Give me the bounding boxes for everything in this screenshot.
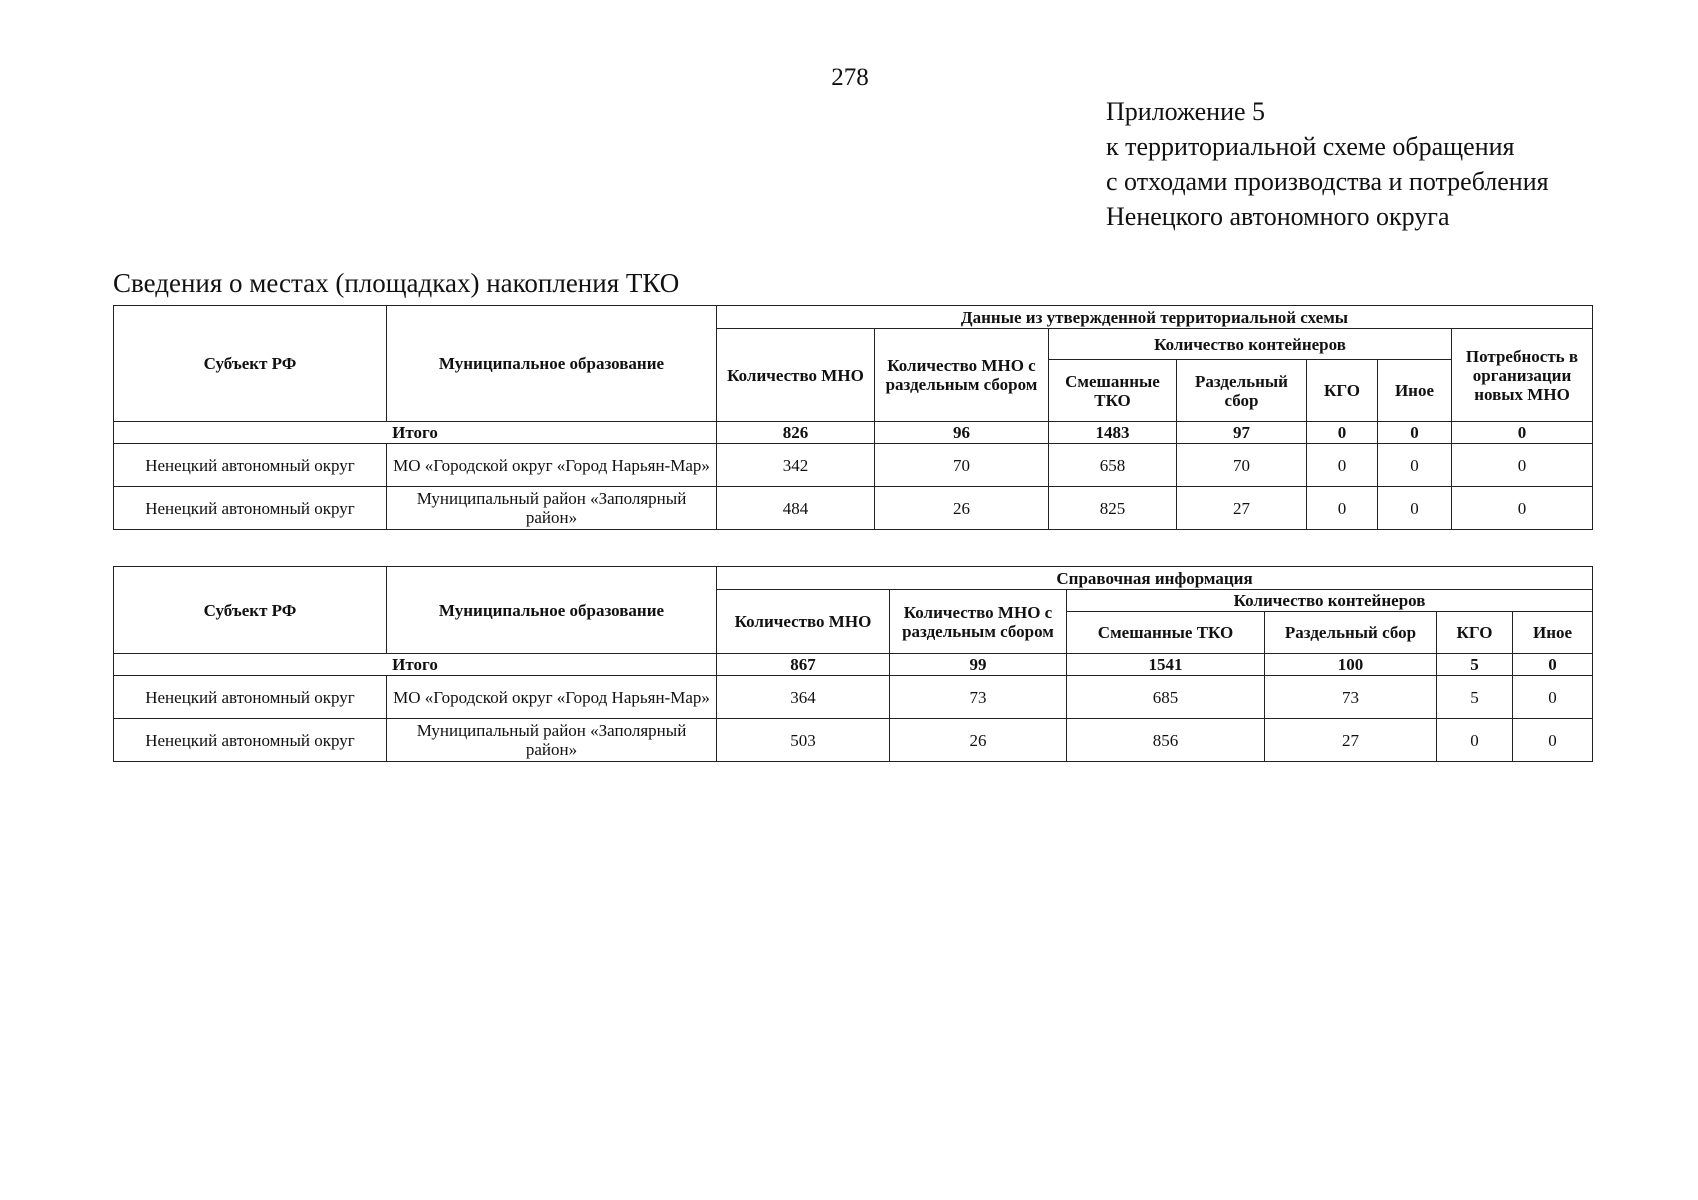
table-row xyxy=(114,719,1593,762)
total-need: 0 xyxy=(1452,422,1593,444)
reference-info-table xyxy=(113,566,1593,762)
row-mno: 503 xyxy=(717,719,890,762)
header-subject: Субъект РФ xyxy=(114,567,387,654)
appendix-line-1: Приложение 5 xyxy=(1106,97,1266,126)
row-mno-separate: 26 xyxy=(875,487,1049,530)
row-mno: 364 xyxy=(717,676,890,719)
row-separate: 73 xyxy=(1265,676,1437,719)
row-subject: Ненецкий автономный округ xyxy=(114,676,387,719)
row-mno-separate: 73 xyxy=(890,676,1067,719)
row-mixed: 825 xyxy=(1049,487,1177,530)
header-mno-separate: Количество МНО с раздельным сбором xyxy=(875,329,1049,422)
table-row xyxy=(114,487,1593,530)
row-mno-separate: 70 xyxy=(875,444,1049,487)
row-subject: Ненецкий автономный округ xyxy=(114,444,387,487)
appendix-line-2: к территориальной схеме обращения xyxy=(1106,132,1515,161)
header-need-new-mno: Потребность в организации новых МНО xyxy=(1452,329,1593,422)
row-municipality: Муниципальный район «Заполярный район» xyxy=(387,487,717,530)
header-group-reference-info: Справочная информация xyxy=(717,567,1593,590)
total-row xyxy=(114,422,1593,444)
header-group-approved-scheme: Данные из утвержденной территориальной схемы xyxy=(717,306,1593,329)
row-subject: Ненецкий автономный округ xyxy=(114,719,387,762)
row-kgo: 5 xyxy=(1437,676,1513,719)
section-title: Сведения о местах (площадках) накопления ТКО xyxy=(113,268,680,298)
total-row xyxy=(114,654,1593,676)
total-kgo: 5 xyxy=(1437,654,1513,676)
row-other: 0 xyxy=(1513,676,1593,719)
row-kgo: 0 xyxy=(1307,444,1378,487)
header-mixed: Смешанные ТКО xyxy=(1049,360,1177,422)
total-kgo: 0 xyxy=(1307,422,1378,444)
row-mno: 484 xyxy=(717,487,875,530)
appendix-line-3: с отходами производства и потребления xyxy=(1106,167,1549,196)
header-kgo: КГО xyxy=(1437,612,1513,654)
row-need: 0 xyxy=(1452,444,1593,487)
total-mixed: 1541 xyxy=(1067,654,1265,676)
row-separate: 27 xyxy=(1177,487,1307,530)
total-other: 0 xyxy=(1378,422,1452,444)
approved-scheme-table xyxy=(113,305,1593,530)
header-containers: Количество контейнеров xyxy=(1049,329,1452,360)
appendix-line-4: Ненецкого автономного округа xyxy=(1106,202,1450,231)
header-other: Иное xyxy=(1513,612,1593,654)
total-mno: 826 xyxy=(717,422,875,444)
header-mno-count: Количество МНО xyxy=(717,329,875,422)
row-mno-separate: 26 xyxy=(890,719,1067,762)
header-mixed: Смешанные ТКО xyxy=(1067,612,1265,654)
header-municipality: Муниципальное образование xyxy=(387,306,717,422)
row-separate: 70 xyxy=(1177,444,1307,487)
total-label: Итого xyxy=(114,654,717,676)
appendix-note xyxy=(1106,94,1549,234)
total-separate: 97 xyxy=(1177,422,1307,444)
table-row xyxy=(114,444,1593,487)
page-number: 278 xyxy=(831,64,869,91)
total-label: Итого xyxy=(114,422,717,444)
total-mixed: 1483 xyxy=(1049,422,1177,444)
header-other: Иное xyxy=(1378,360,1452,422)
row-kgo: 0 xyxy=(1307,487,1378,530)
total-separate: 100 xyxy=(1265,654,1437,676)
header-separate: Раздельный сбор xyxy=(1265,612,1437,654)
row-kgo: 0 xyxy=(1437,719,1513,762)
row-other: 0 xyxy=(1378,444,1452,487)
row-mixed: 685 xyxy=(1067,676,1265,719)
row-municipality: МО «Городской округ «Город Нарьян-Мар» xyxy=(387,676,717,719)
row-municipality: Муниципальный район «Заполярный район» xyxy=(387,719,717,762)
row-mixed: 658 xyxy=(1049,444,1177,487)
header-separate: Раздельный сбор xyxy=(1177,360,1307,422)
total-mno-separate: 99 xyxy=(890,654,1067,676)
row-municipality: МО «Городской округ «Город Нарьян-Мар» xyxy=(387,444,717,487)
header-kgo: КГО xyxy=(1307,360,1378,422)
row-separate: 27 xyxy=(1265,719,1437,762)
row-other: 0 xyxy=(1513,719,1593,762)
row-other: 0 xyxy=(1378,487,1452,530)
header-containers: Количество контейнеров xyxy=(1067,590,1593,612)
total-other: 0 xyxy=(1513,654,1593,676)
table-row xyxy=(114,676,1593,719)
row-need: 0 xyxy=(1452,487,1593,530)
header-mno-count: Количество МНО xyxy=(717,590,890,654)
row-mixed: 856 xyxy=(1067,719,1265,762)
header-subject: Субъект РФ xyxy=(114,306,387,422)
total-mno-separate: 96 xyxy=(875,422,1049,444)
row-subject: Ненецкий автономный округ xyxy=(114,487,387,530)
header-mno-separate: Количество МНО с раздельным сбором xyxy=(890,590,1067,654)
row-mno: 342 xyxy=(717,444,875,487)
total-mno: 867 xyxy=(717,654,890,676)
header-municipality: Муниципальное образование xyxy=(387,567,717,654)
